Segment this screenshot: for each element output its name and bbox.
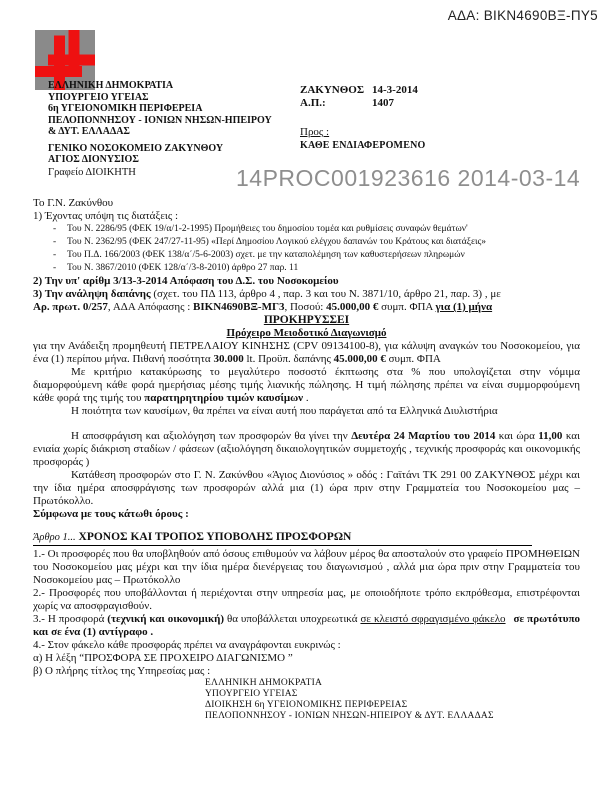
considerations-heading: 1) Έχοντας υπόψη τις διατάξεις : (33, 210, 179, 222)
org-line: ΕΛΛΗΝΙΚΗ ΔΗΜΟΚΡΑΤΙΑ (48, 80, 174, 91)
duration-phrase: για (1) μήνα (435, 301, 493, 313)
offer-type-phrase: (τεχνική και οικονομική) (107, 613, 224, 625)
service-title-line: ΕΛΛΗΝΙΚΗ ΔΗΜΟΚΡΑΤΙΑ (205, 678, 323, 688)
ada-decision-code: ΒΙΚΝ4690ΒΞ-ΜΓ3 (193, 301, 285, 313)
clause-1: 1.- Οι προσφορές που θα υποβληθούν από όσους επιθυμούν να λάβουν μέρος θα αποσταλούν στο γραφείο ΠΡΟΜΗΘΕΙΩΝ του Νοσοκομείου μας μέχρι και την ίδια ημέρα διενέργειας του διαγωνισμού , αλλά μια ώρα πριν στην Γραμματεία του Νοσοκομείου μας – Πρωτόκολλο (33, 548, 580, 586)
text-segment: και ώρα (495, 430, 539, 442)
announce-title (33, 314, 580, 327)
opening-time-value: 11,00 (538, 430, 563, 442)
law-reference-text: Του Ν. 2286/95 (ΦΕΚ 19/α/1-2-1995) Προμήθειες του δημοσίου τομέα και ρυθμίσεις συναφών θεμάτων' (67, 224, 468, 234)
sealed-envelope-phrase: σε κλειστό σφραγισμένο φάκελο (360, 613, 506, 625)
item3-bold-lead: 3) Την ανάληψη δαπάνης (33, 288, 151, 300)
consideration-item-2: 2) Την υπ' αρίθμ 3/13-3-2014 Απόφαση του Δ.Σ. του Νοσοκομείου (33, 275, 339, 287)
text-segment: 3.- Η προσφορά (33, 613, 108, 625)
service-title-line: ΠΕΛΟΠΟΝΝΗΣΟΥ - ΙΟΝΙΩΝ ΝΗΣΩΝ-ΗΠΕΙΡΟΥ & ΔΥΤ. ΕΛΛΑΔΑΣ (205, 711, 494, 721)
law-reference-item (33, 249, 580, 262)
text-segment: και ενιαία χωρίς διάκριση σταδίων / φάσεων (αξιολόγηση δικαιολογητικών συμμετοχής , τεχνικής προσφοράς και οικονομικής προσφοράς ) (33, 430, 581, 468)
addressee-label: Προς : (300, 126, 330, 138)
city-label: ΖΑΚΥΝΘΟΣ (300, 84, 365, 96)
text-segment: , ΑΔΑ Απόφασης : (107, 301, 194, 313)
article-title: ΧΡΟΝΟΣ ΚΑΙ ΤΡΟΠΟΣ ΥΠΟΒΟΛΗΣ ΠΡΟΣΦΟΡΩΝ (75, 531, 352, 543)
hospital-subname: ΑΓΙΟΣ ΔΙΟΝΥΣΙΟΣ (48, 154, 139, 165)
logo-cross-lower-horizontal (35, 66, 82, 77)
protocol-ref: Αρ. πρωτ. 0/257 (33, 301, 108, 313)
fuel-quality-paragraph: Η ποιότητα των καυσίμων, θα πρέπει να είναι αυτή που παράγεται από τα Ελληνικά Διυλιστήρια (71, 405, 498, 417)
intro-line: Το Γ.Ν. Ζακύνθου (33, 197, 114, 209)
text-segment: Η αποσφράγιση και αξιολόγηση των προσφορών θα γίνει την (71, 430, 352, 442)
document-body (33, 197, 580, 722)
approval-details-line (33, 301, 580, 314)
text-segment: . (303, 392, 309, 404)
budget-value: 45.000,00 € (333, 353, 386, 365)
consideration-item-3 (33, 288, 580, 301)
clause-3 (33, 613, 580, 639)
text-segment: lt. Προϋπ. δαπάνης (243, 353, 334, 365)
diavgeia-watermark: 14PROC001923616 2014-03-14 (236, 165, 581, 191)
law-reference-text: Του Π.Δ. 166/2003 (ΦΕΚ 138/α΄/5-6-2003) σχετ. με την καταπολέμηση των καθυστερήσεων πληρωμών (67, 250, 465, 260)
document-meta (300, 84, 580, 152)
announce-title-text: ΠΡΟΚΗΡΥΣΣΕΙ (263, 314, 350, 326)
tender-type-title-text: Πρόχειρο Μειοδοτικό Διαγωνισμό (226, 327, 387, 339)
submission-address-paragraph: Κατάθεση προσφορών στο Γ. Ν. Ζακύνθου «Άγιος Διονύσιος » οδός : Γαϊτάνι ΤΚ 291 00 ΖΑΚΥΝΘΟΣ μέχρι και την ίδια ημέρα αποσφράγισης των προσφορών αλλά μια (1) ώρα πριν στην Γραμματεία του Νοσοκομείου μας – Πρωτόκολλο. (33, 469, 580, 507)
opening-date-paragraph (33, 430, 580, 469)
tender-subject-paragraph (33, 340, 580, 366)
service-title-line: ΔΙΟΙΚΗΣΗ 6η ΥΓΕΙΟΝΟΜΙΚΗΣ ΠΕΡΙΦΕΡΕΙΑΣ (205, 700, 408, 710)
clause-2: 2.- Προσφορές που υποβάλλονται ή περιέχονται στην υπηρεσία μας, με οποιοδήποτε τρόπο εκπρόθεσμα, επιστρέφονται χωρίς να αποσφραγισθούν. (33, 587, 580, 612)
article-number-label: Άρθρο 1... (33, 532, 76, 543)
addressee-value: ΚΑΘΕ ΕΝΔΙΑΦΕΡΟΜΕΝΟ (300, 140, 426, 151)
clause-4: 4.- Στον φάκελο κάθε προσφοράς πρέπει να αναγράφονται ευκρινώς : (33, 639, 341, 651)
clause-4b: β) Ο πλήρης τίτλος της Υπηρεσίας μας : (33, 665, 211, 677)
tender-type-title (33, 327, 580, 340)
amount-value: 45.000,00 € (326, 301, 379, 313)
text-segment: για την Ανάδειξη προμηθευτή ΠΕΤΡΕΛΑΙΟΥ ΚΙΝΗΣΗΣ (CPV 09134100-8), για κάλυψη αναγκών του Νοσοκομείου, για ένα (1) περίπου μήνα. Πιθανή ποσότητα (33, 340, 580, 365)
article-1-heading (33, 531, 532, 546)
org-line: ΥΠΟΥΡΓΕΙΟ ΥΓΕΙΑΣ (48, 91, 149, 103)
price-observatory-phrase: παρατηρητηρίου τιμών καυσίμων (144, 392, 304, 404)
org-line: 6η ΥΓΕΙΟΝΟΜΙΚΗ ΠΕΡΙΦΕΡΕΙΑ (48, 103, 203, 114)
item3-rest: (σχετ. του ΠΔ 113, άρθρο 4 , παρ. 3 και του Ν. 3871/10, άρθρο 21, παρ. 3) , με (150, 288, 501, 300)
org-line: & ΔΥΤ. ΕΛΛΑΔΑΣ (48, 126, 130, 137)
law-reference-item (33, 223, 580, 236)
service-title-line: ΥΠΟΥΡΓΕΙΟ ΥΓΕΙΑΣ (205, 689, 298, 699)
org-line: ΠΕΛΟΠΟΝΝΗΣΟΥ - ΙΟΝΙΩΝ ΝΗΣΩΝ-ΗΠΕΙΡΟΥ (48, 114, 272, 126)
spacer (33, 521, 580, 531)
service-title-block (205, 678, 580, 722)
copies-requirement-phrase: σε πρωτότυπο και σε ένα (1) αντίγραφο . (33, 613, 581, 638)
bullet-dash: - (53, 250, 57, 260)
clause-4a: α) Η λέξη “ΠΡΟΣΦΟΡΑ ΣΕ ΠΡΟΧΕΙΡΟ ΔΙΑΓΩΝΙΣΜΟ ” (33, 652, 293, 664)
issuer-block (48, 80, 298, 178)
text-segment: θα υποβάλλεται υποχρεωτικά (224, 613, 361, 625)
bullet-dash: - (53, 224, 57, 234)
text-segment: , Ποσού: (284, 301, 327, 313)
protocol-label: Α.Π.: (300, 97, 326, 109)
opening-date-value: Δευτέρα 24 Μαρτίου του 2014 (351, 430, 496, 442)
text-segment: συμπ. ΦΠΑ (378, 301, 436, 313)
office-line: Γραφείο ΔΙΟΙΚΗΤΗ (48, 166, 136, 178)
law-reference-item (33, 262, 580, 275)
protocol-number: 1407 (372, 97, 394, 109)
terms-intro-line: Σύμφωνα με τους κάτωθι όρους : (33, 508, 189, 520)
text-segment: Με κριτήριο κατακύρωσης το μεγαλύτερο ποσοστό έκπτωσης στα % που υπολογίζεται στην νόμιμα διαμορφούμενη κάθε φορά ημερήσιας μέσης τιμής λιανικής πώλησης. Η τιμή πώλησης πρέπει να είναι συμμορφούμενη κάθε φορά της τιμής του (33, 366, 580, 404)
hospital-name: ΓΕΝΙΚΟ ΝΟΣΟΚΟΜΕΙΟ ΖΑΚΥΝΘΟΥ (48, 142, 224, 154)
ada-code: ΑΔΑ: ΒΙΚΝ4690ΒΞ-ΠΥ5 (447, 8, 598, 23)
document-date: 14-3-2014 (372, 84, 418, 96)
law-reference-item (33, 236, 580, 249)
quantity-value: 30.000 (213, 353, 244, 365)
law-reference-text: Του Ν. 2362/95 (ΦΕΚ 247/27-11-95) «Περί Δημοσίου Λογικού ελέγχου δαπανών του Κράτους και διατάξεις» (67, 237, 487, 247)
text-segment: συμπ. ΦΠΑ (385, 353, 441, 365)
award-criterion-paragraph (33, 366, 580, 405)
spacer (33, 418, 580, 430)
bullet-dash: - (53, 263, 57, 273)
bullet-dash: - (53, 237, 57, 247)
law-reference-text: Του Ν. 3867/2010 (ΦΕΚ 128/α΄/3-8-2010) άρθρο 27 παρ. 11 (67, 263, 299, 273)
